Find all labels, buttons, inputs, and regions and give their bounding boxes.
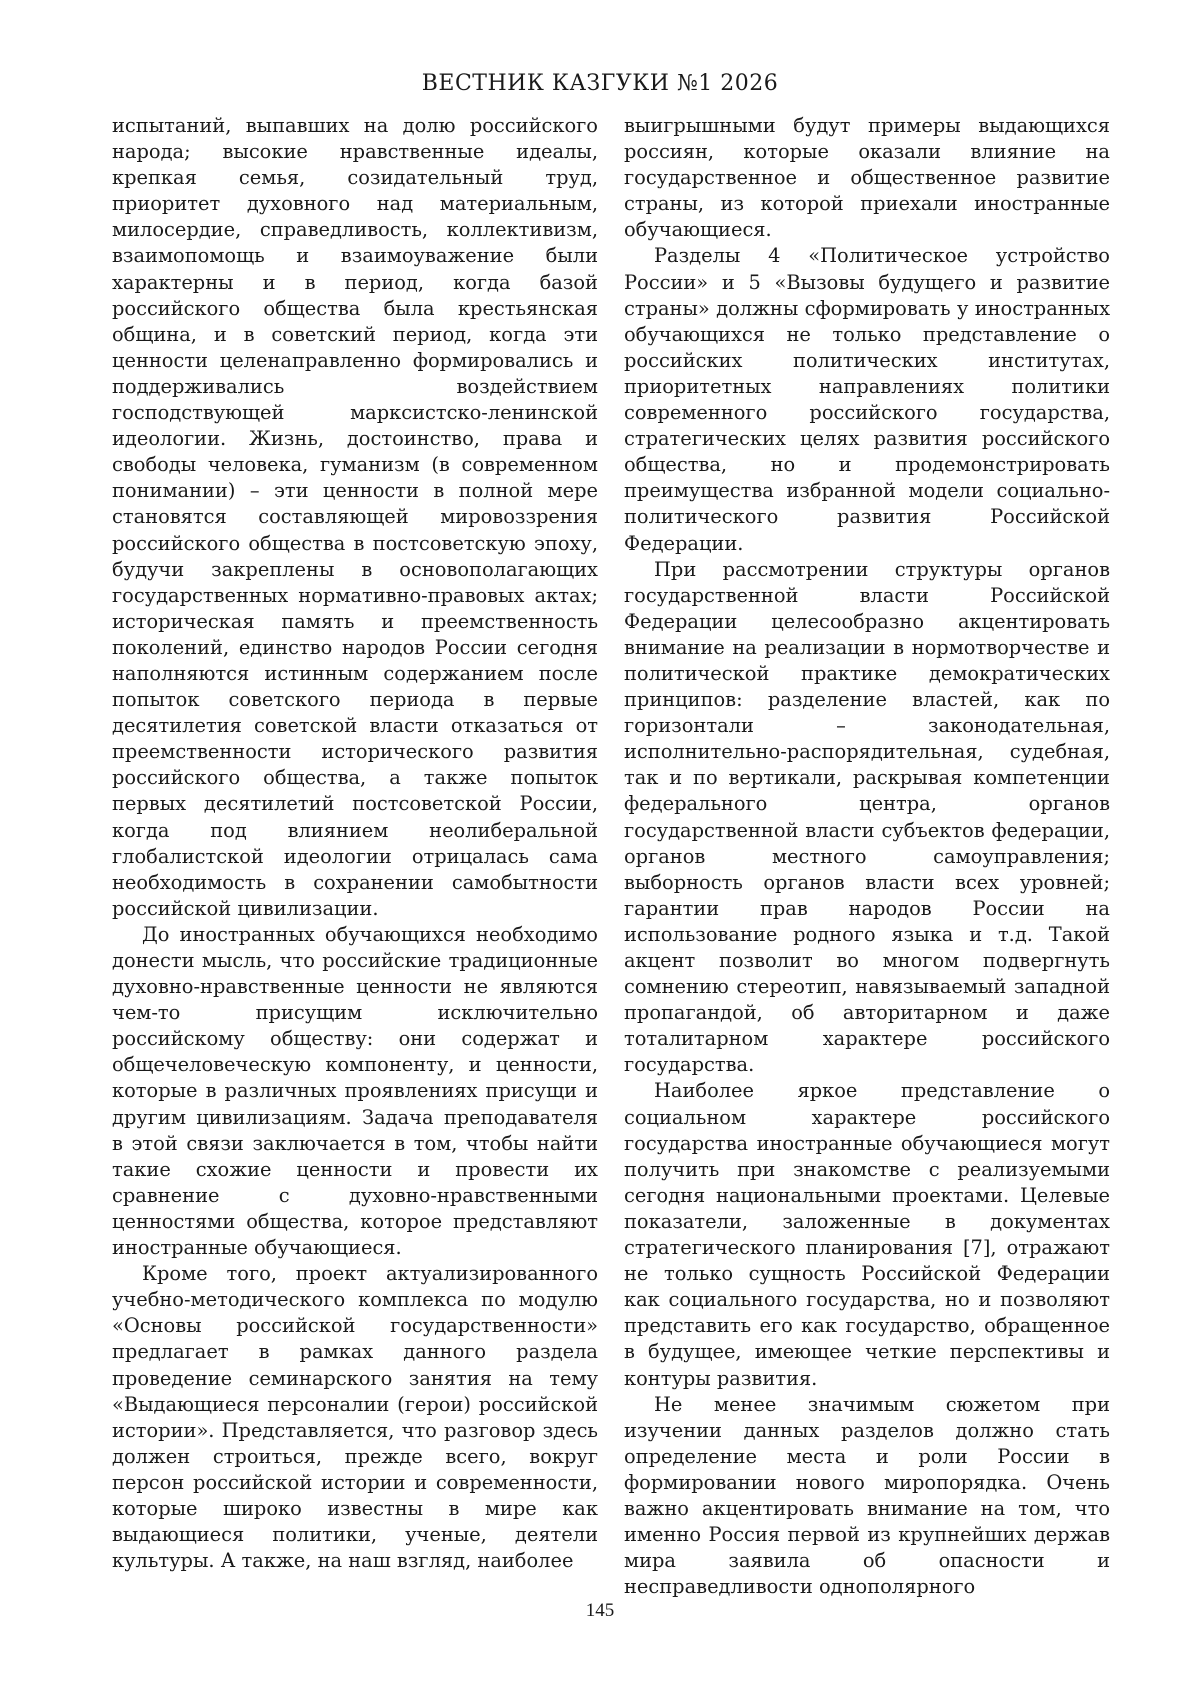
paragraph: Наиболее яркое представление о социальном характере российского государства иностранные обучающиеся могут получить при знакомстве с реализуемыми сегодня национальными проектами. Целевые показатели, заложенные в документах стратегического планирования [7], отражают не только сущность Российской Федерации как социального государства, но и позволяют представить его как государство, обращенное в будущее, имеющее четкие перспективы и контуры развития.: [624, 1079, 1110, 1390]
paragraph: Не менее значимым сюжетом при изучении данных разделов должно стать определение места и роли России в формировании нового миропорядка. Очень важно акцентировать внимание на том, что именно Россия первой из крупнейших держав мира заявила об опасности и несправедливости однополярного: [624, 1392, 1110, 1599]
paragraph-continued: испытаний, выпавших на долю российского народа; высокие нравственные идеалы, крепкая семья, созидательный труд, приоритет духовного над материальным, милосердие, справедливость, коллективизм, взаимопомощь и взаимоуважение были характерны и в период, когда базой российского общества была крестьянская община, и в советский период, когда эти ценности целенаправленно формировались и поддерживались воздействием господствующей марксистско-ленинской идеологии. Жизнь, достоинство, права и свободы человека, гуманизм (в современном понимании) – эти ценности в полной мере становятся составляющей мировоззрения российского общества в постсоветскую эпоху, будучи закреплены в основополагающих государственных нормативно-правовых актах; историческая память и преемственность поколений, единство народов России сегодня наполняются истинным содержанием после попыток советского периода в первые десятилетия советской власти отказаться от преемственности исторического развития российского общества, а также попыток первых десятилетий постсоветской России, когда под влиянием неолиберальной глобалистской идеологии отрицалась сама необходимость в сохранении самобытности российской цивилизации.: [112, 114, 598, 920]
right-text-column: [624, 113, 1110, 1600]
paragraph: Кроме того, проект актуализированного учебно-методического комплекса по модулю «Основы российской государственности» предлагает в рамках данного раздела проведение семинарского занятия на тему «Выдающиеся персоналии (герои) российской истории». Представляется, что разговор здесь должен строиться, прежде всего, вокруг персон российской истории и современности, которые широко известны в мире как выдающиеся политики, ученые, деятели культуры. А также, на наш взгляд, наиболее: [112, 1262, 598, 1573]
paragraph: При рассмотрении структуры органов государственной власти Российской Федерации целесообразно акцентировать внимание на реализации в нормотворчестве и политической практике демократических принципов: разделение властей, как по горизонтали – законодательная, исполнительно-распорядительная, судебная, так и по вертикали, раскрывая компетенции федерального центра, органов государственной власти субъектов федерации, органов местного самоуправления; выборность органов власти всех уровней; гарантии прав народов России на использование родного языка и т.д. Такой акцент позволит во многом подвергнуть сомнению стереотип, навязываемый западной пропагандой, об авторитарном и даже тоталитарном характере российского государства.: [624, 557, 1110, 1077]
left-text-column: [112, 113, 598, 1574]
paragraph-continued: выигрышными будут примеры выдающихся россиян, которые оказали влияние на государственное и общественное развитие страны, из которой приехали иностранные обучающиеся.: [624, 114, 1110, 242]
paragraph: До иностранных обучающихся необходимо донести мысль, что российские традиционные духовно-нравственные ценности не являются чем-то присущим исключительно российскому обществу: они содержат и общечеловеческую компоненту, и ценности, которые в различных проявлениях присущи и другим цивилизациям. Задача преподавателя в этой связи заключается в том, чтобы найти такие схожие ценности и провести их сравнение с духовно-нравственными ценностями общества, которое представляют иностранные обучающиеся.: [112, 922, 598, 1260]
paragraph: Разделы 4 «Политическое устройство России» и 5 «Вызовы будущего и развитие страны» должны сформировать у иностранных обучающихся не только представление о российских политических институтах, приоритетных направлениях политики современного российского государства, стратегических целях развития российского общества, но и продемонстрировать преимущества избранной модели социально-политического развития Российской Федерации.: [624, 244, 1110, 555]
page-number: 145: [585, 1600, 615, 1621]
journal-running-head: ВЕСТНИК КАЗГУКИ №1 2026: [421, 71, 779, 96]
